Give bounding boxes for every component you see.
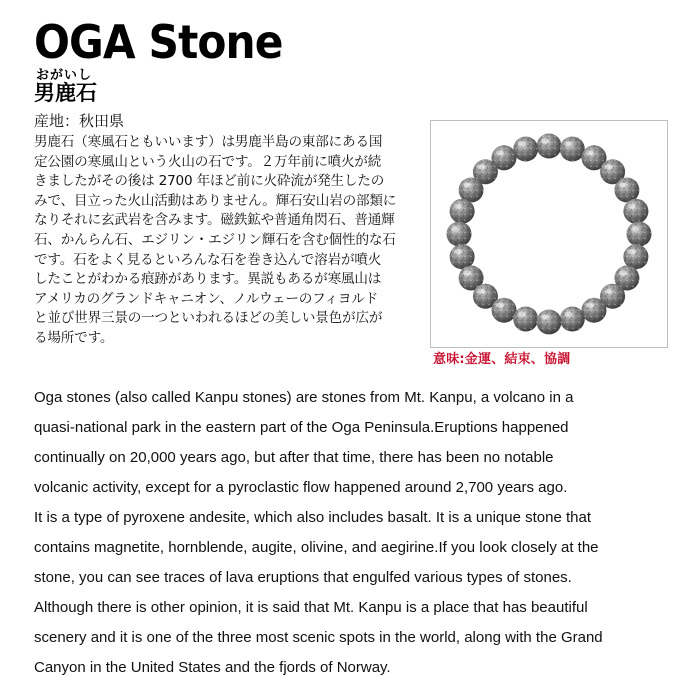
bead-highlight (454, 204, 462, 209)
page-title: OGA Stone (34, 15, 283, 69)
bead-texture (560, 137, 585, 162)
description-en-line: Oga stones (also called Kanpu stones) are stones from Mt. Kanpu, a volcano in a (34, 389, 574, 406)
bead-highlight (619, 270, 627, 275)
description-en (34, 383, 674, 683)
furigana-reading: おがいし (36, 68, 93, 83)
description-jp-line: アメリカのグランドキャニオン、ノルウェーのフィヨルド (34, 290, 379, 307)
bead-texture (450, 199, 475, 224)
description-en-line: continually on 20,000 years ago, but after that time, there has been no notable (34, 449, 554, 466)
description-en-line: quasi-national park in the eastern part of the Oga Peninsula.Eruptions happened (34, 419, 569, 436)
bead-highlight (454, 249, 462, 254)
description-en-line: Canyon in the United States and the fjords of Norway. (34, 659, 391, 676)
bead-highlight (619, 182, 627, 187)
description-jp-line: 石、かんらん石、エジリン・エジリン輝石を含む個性的な石 (34, 231, 396, 248)
bead-texture (627, 222, 652, 247)
bead-highlight (586, 303, 594, 308)
bead-highlight (541, 138, 549, 143)
bead-texture (537, 310, 562, 335)
stone-name-jp: 男鹿石 (34, 81, 97, 105)
bead-highlight (518, 141, 526, 146)
bead-highlight (628, 249, 636, 254)
bead-highlight (564, 311, 572, 316)
bead-texture (623, 199, 648, 224)
bead-highlight (477, 289, 485, 294)
bead-highlight (496, 150, 504, 155)
bead-texture (560, 307, 585, 332)
bead-highlight (451, 226, 459, 231)
bead-highlight (586, 150, 594, 155)
bead-highlight (628, 204, 636, 209)
description-jp-line: 定公園の寒風山という火山の石です。２万年前に噴火が続 (34, 153, 382, 170)
bead-highlight (564, 141, 572, 146)
description-en-line: Although there is other opinion, it is said that Mt. Kanpu is a place that has beautiful (34, 599, 588, 616)
description-en-line: volcanic activity, except for a pyroclastic flow happened around 2,700 years ago. (34, 479, 568, 496)
description-jp-line: したことがわかる痕跡があります。異説もあるが寒風山は (34, 271, 382, 288)
description-jp-line: と並び世界三景の一つといわれるほどの美しい景色が広が (34, 310, 383, 327)
bead-highlight (463, 182, 471, 187)
description-jp (34, 133, 419, 349)
bead-highlight (496, 303, 504, 308)
bracelet-icon (431, 121, 667, 347)
meaning-label: 意味:金運、結束、協調 (433, 352, 571, 367)
bracelet-photo (430, 120, 668, 348)
bead-highlight (605, 289, 613, 294)
description-jp-line: なりそれに玄武岩を含みます。磁鉄鉱や普通角閃石、普通輝 (34, 212, 395, 229)
origin-label: 産地：秋田県 (34, 112, 125, 130)
description-en-line: scenery and it is one of the three most scenic spots in the world, along with the Grand (34, 629, 603, 646)
description-jp-line: 男鹿石（寒風石ともいいます）は男鹿半島の東部にある国 (34, 134, 383, 150)
description-en-line: stone, you can see traces of lava eruptions that engulfed various types of stones. (34, 569, 572, 586)
description-jp-line: る場所です。 (34, 329, 114, 346)
bead-highlight (518, 311, 526, 316)
bead-texture (513, 137, 538, 162)
bead-texture (513, 307, 538, 332)
bead-texture (537, 134, 562, 159)
bead-highlight (463, 270, 471, 275)
description-jp-line: です。石をよく見るといろんな石を巻き込んで溶岩が噴火 (34, 251, 382, 268)
bead-texture (447, 222, 472, 247)
bead-texture (582, 298, 607, 323)
bead-highlight (605, 164, 613, 169)
bead-highlight (541, 314, 549, 319)
description-en-line: contains magnetite, hornblende, augite, olivine, and aegirine.If you look closely at the (34, 539, 599, 556)
description-en-line: It is a type of pyroxene andesite, which also includes basalt. It is a unique stone that (34, 509, 591, 526)
description-jp-line: みで、目立った火山活動はありません。輝石安山岩の部類に (34, 192, 397, 209)
bead-texture (492, 298, 517, 323)
bead-highlight (477, 164, 485, 169)
description-jp-line: きましたがその後は 2700 年ほど前に火砕流が発生したの (34, 173, 385, 190)
bead-highlight (631, 226, 639, 231)
